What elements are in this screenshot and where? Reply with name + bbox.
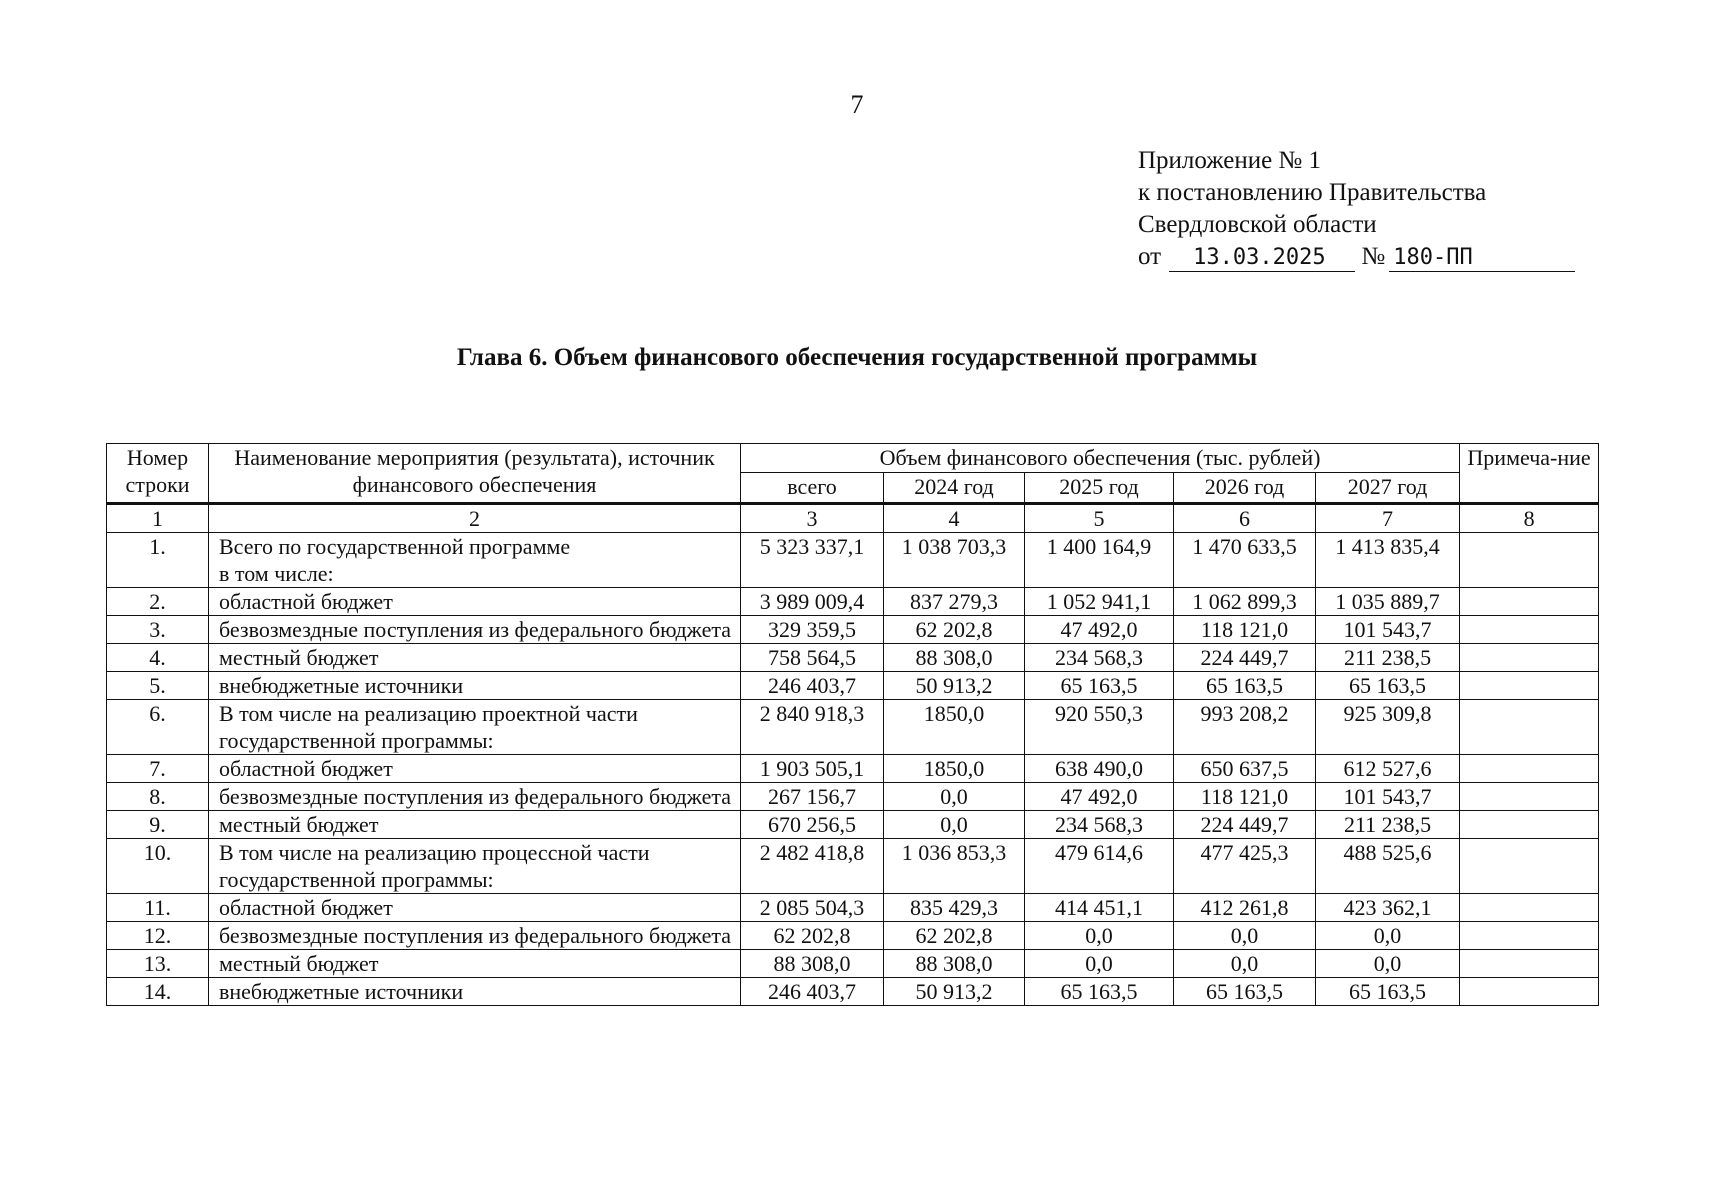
row-name-cell: В том числе на реализацию проектной части государственной программы: [209,700,741,755]
header-note: Примеча-ние [1460,444,1599,504]
year-2024-cell: 0,0 [884,783,1025,811]
table-row [107,533,1599,588]
note-cell [1460,839,1599,894]
year-2025-cell: 479 614,6 [1025,839,1174,894]
header-2026: 2026 год [1174,473,1316,504]
year-2026-cell: 993 208,2 [1174,700,1316,755]
year-2024-cell: 50 913,2 [884,672,1025,700]
column-index: 3 [741,504,884,533]
row-name-cell: безвозмездные поступления из федерального бюджета [209,616,741,644]
column-index: 8 [1460,504,1599,533]
column-index: 4 [884,504,1025,533]
row-number-cell: 2. [107,588,209,616]
year-2024-cell: 837 279,3 [884,588,1025,616]
year-2027-cell: 423 362,1 [1316,894,1460,922]
total-cell: 2 840 918,3 [741,700,884,755]
financing-table [106,443,1599,1006]
note-cell [1460,811,1599,839]
row-number-cell: 12. [107,922,209,950]
row-number-cell: 10. [107,839,209,894]
year-2024-cell: 50 913,2 [884,978,1025,1006]
table-row [107,755,1599,783]
column-index-row [107,504,1599,533]
header-2024: 2024 год [884,473,1025,504]
year-2026-cell: 0,0 [1174,950,1316,978]
year-2025-cell: 1 052 941,1 [1025,588,1174,616]
note-cell [1460,783,1599,811]
year-2024-cell: 835 429,3 [884,894,1025,922]
row-name-cell: областной бюджет [209,894,741,922]
header-2027: 2027 год [1316,473,1460,504]
row-number-cell: 7. [107,755,209,783]
row-number-cell: 5. [107,672,209,700]
row-name-cell: областной бюджет [209,755,741,783]
note-cell [1460,894,1599,922]
total-cell: 267 156,7 [741,783,884,811]
year-2026-cell: 118 121,0 [1174,616,1316,644]
row-name-cell: внебюджетные источники [209,978,741,1006]
row-name-cell: безвозмездные поступления из федерального бюджета [209,922,741,950]
note-cell [1460,700,1599,755]
row-number-cell: 14. [107,978,209,1006]
row-number-cell: 9. [107,811,209,839]
year-2025-cell: 47 492,0 [1025,616,1174,644]
table-row [107,811,1599,839]
year-2026-cell: 1 470 633,5 [1174,533,1316,588]
column-index: 2 [209,504,741,533]
year-2025-cell: 0,0 [1025,922,1174,950]
year-2025-cell: 0,0 [1025,950,1174,978]
year-2026-cell: 65 163,5 [1174,978,1316,1006]
year-2026-cell: 412 261,8 [1174,894,1316,922]
year-2027-cell: 488 525,6 [1316,839,1460,894]
total-cell: 246 403,7 [741,672,884,700]
row-name-cell: безвозмездные поступления из федерального бюджета [209,783,741,811]
note-cell [1460,616,1599,644]
row-name-cell: Всего по государственной программе в том числе: [209,533,741,588]
table-row [107,588,1599,616]
appendix-date-line [1138,241,1575,273]
header-2025: 2025 год [1025,473,1174,504]
row-name-cell: В том числе на реализацию процессной части государственной программы: [209,839,741,894]
table-row [107,894,1599,922]
year-2027-cell: 65 163,5 [1316,978,1460,1006]
year-2026-cell: 118 121,0 [1174,783,1316,811]
year-2024-cell: 1 038 703,3 [884,533,1025,588]
year-2025-cell: 234 568,3 [1025,811,1174,839]
row-number-cell: 3. [107,616,209,644]
table-body [107,533,1599,1006]
table-row [107,978,1599,1006]
table-row [107,616,1599,644]
year-2026-cell: 224 449,7 [1174,644,1316,672]
row-name-cell: местный бюджет [209,950,741,978]
appendix-line-3: Свердловской области [1138,211,1377,238]
year-2025-cell: 47 492,0 [1025,783,1174,811]
note-cell [1460,672,1599,700]
table-row [107,950,1599,978]
total-cell: 5 323 337,1 [741,533,884,588]
year-2027-cell: 1 035 889,7 [1316,588,1460,616]
table-row [107,839,1599,894]
year-2025-cell: 65 163,5 [1025,978,1174,1006]
resolution-number: 180-ПП [1389,245,1575,272]
appendix-block [1138,145,1575,273]
note-cell [1460,755,1599,783]
table-row [107,783,1599,811]
number-prefix: № [1361,243,1386,270]
year-2024-cell: 62 202,8 [884,922,1025,950]
year-2027-cell: 65 163,5 [1316,672,1460,700]
year-2027-cell: 612 527,6 [1316,755,1460,783]
year-2025-cell: 638 490,0 [1025,755,1174,783]
table-row [107,700,1599,755]
total-cell: 88 308,0 [741,950,884,978]
row-name-cell: областной бюджет [209,588,741,616]
appendix-line-1: Приложение № 1 [1138,147,1322,174]
total-cell: 329 359,5 [741,616,884,644]
total-cell: 670 256,5 [741,811,884,839]
total-cell: 2 085 504,3 [741,894,884,922]
year-2025-cell: 414 451,1 [1025,894,1174,922]
year-2026-cell: 224 449,7 [1174,811,1316,839]
row-name-cell: внебюджетные источники [209,672,741,700]
total-cell: 758 564,5 [741,644,884,672]
header-total: всего [741,473,884,504]
note-cell [1460,922,1599,950]
column-index: 5 [1025,504,1174,533]
total-cell: 246 403,7 [741,978,884,1006]
table-row [107,672,1599,700]
year-2024-cell: 88 308,0 [884,950,1025,978]
note-cell [1460,978,1599,1006]
year-2027-cell: 0,0 [1316,950,1460,978]
year-2027-cell: 211 238,5 [1316,811,1460,839]
year-2027-cell: 0,0 [1316,922,1460,950]
year-2025-cell: 920 550,3 [1025,700,1174,755]
year-2026-cell: 650 637,5 [1174,755,1316,783]
row-name-cell: местный бюджет [209,811,741,839]
year-2027-cell: 101 543,7 [1316,783,1460,811]
total-cell: 2 482 418,8 [741,839,884,894]
year-2026-cell: 1 062 899,3 [1174,588,1316,616]
total-cell: 1 903 505,1 [741,755,884,783]
page-number: 7 [850,90,864,119]
total-cell: 3 989 009,4 [741,588,884,616]
year-2024-cell: 1 036 853,3 [884,839,1025,894]
note-cell [1460,950,1599,978]
row-number-cell: 1. [107,533,209,588]
row-name-cell: местный бюджет [209,644,741,672]
table-row [107,922,1599,950]
year-2024-cell: 1850,0 [884,700,1025,755]
table-header [107,444,1599,533]
year-2027-cell: 925 309,8 [1316,700,1460,755]
column-index: 7 [1316,504,1460,533]
year-2026-cell: 477 425,3 [1174,839,1316,894]
resolution-date: 13.03.2025 [1169,245,1355,272]
year-2026-cell: 0,0 [1174,922,1316,950]
header-volume-group: Объем финансового обеспечения (тыс. рублей) [741,444,1460,473]
header-name: Наименование мероприятия (результата), источник финансового обеспечения [209,444,741,504]
note-cell [1460,588,1599,616]
chapter-title: Глава 6. Объем финансового обеспечения государственной программы [456,344,1258,371]
year-2025-cell: 65 163,5 [1025,672,1174,700]
header-row-number: Номер строки [107,444,209,504]
year-2025-cell: 1 400 164,9 [1025,533,1174,588]
year-2024-cell: 0,0 [884,811,1025,839]
table-row [107,644,1599,672]
row-number-cell: 11. [107,894,209,922]
row-number-cell: 13. [107,950,209,978]
year-2027-cell: 211 238,5 [1316,644,1460,672]
year-2027-cell: 1 413 835,4 [1316,533,1460,588]
year-2024-cell: 88 308,0 [884,644,1025,672]
note-cell [1460,533,1599,588]
year-2024-cell: 62 202,8 [884,616,1025,644]
column-index: 6 [1174,504,1316,533]
row-number-cell: 8. [107,783,209,811]
note-cell [1460,644,1599,672]
column-index: 1 [107,504,209,533]
row-number-cell: 4. [107,644,209,672]
year-2024-cell: 1850,0 [884,755,1025,783]
appendix-line-2: к постановлению Правительства [1138,179,1487,206]
total-cell: 62 202,8 [741,922,884,950]
row-number-cell: 6. [107,700,209,755]
year-2027-cell: 101 543,7 [1316,616,1460,644]
year-2026-cell: 65 163,5 [1174,672,1316,700]
date-prefix: от [1138,243,1162,270]
year-2025-cell: 234 568,3 [1025,644,1174,672]
